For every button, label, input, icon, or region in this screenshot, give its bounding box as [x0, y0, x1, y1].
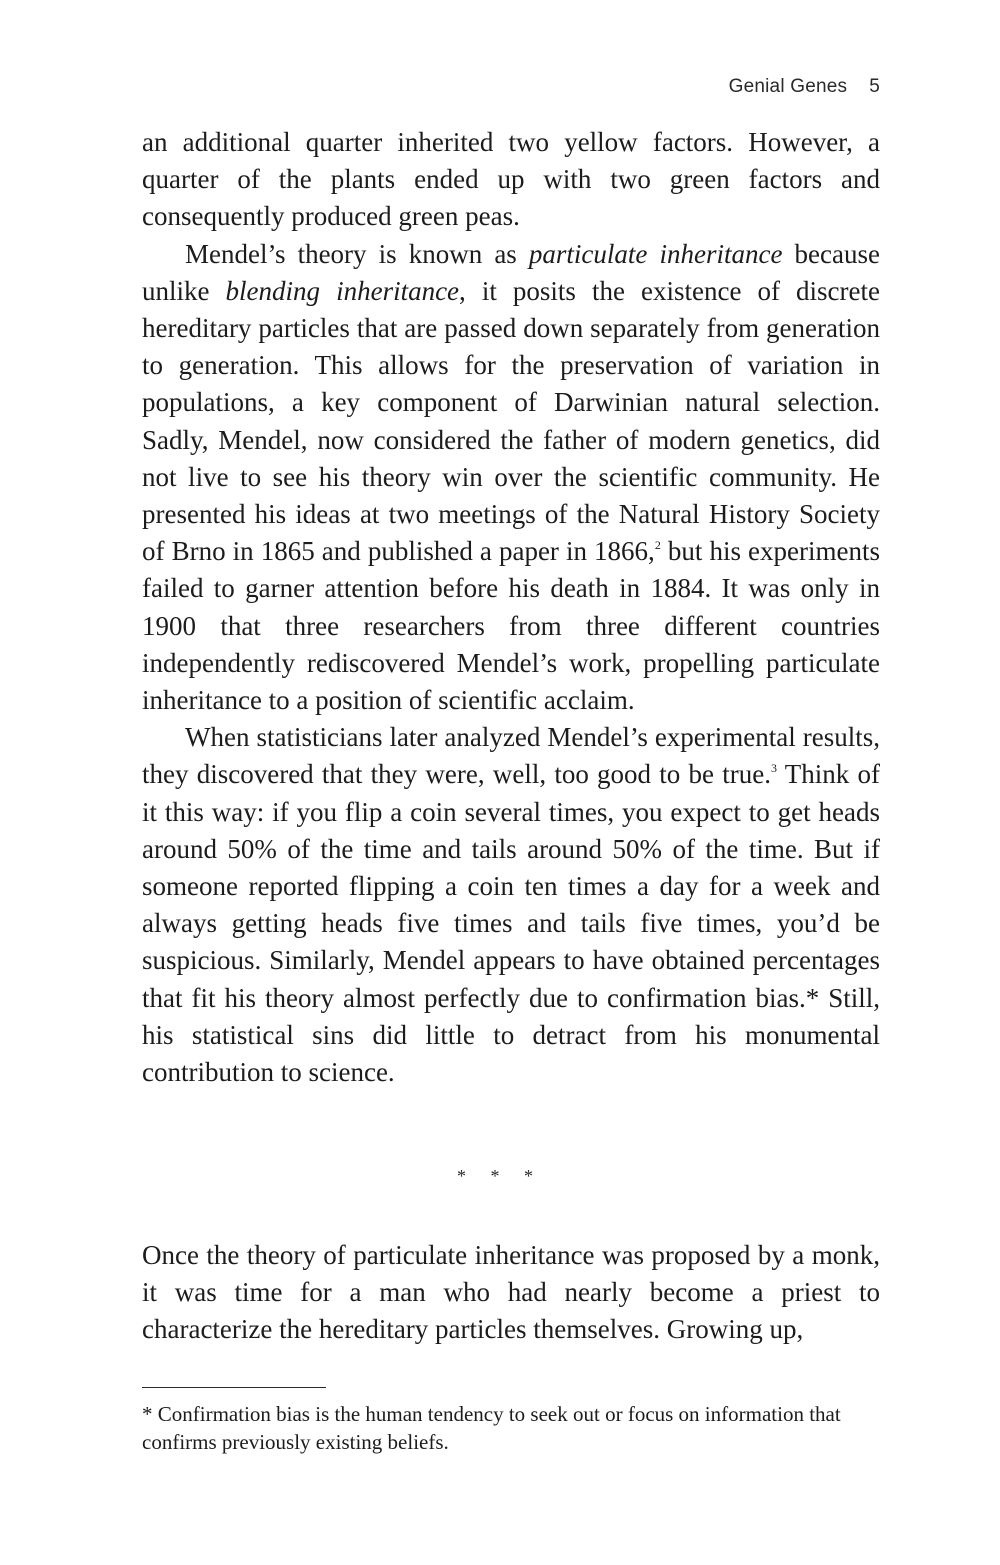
- section-break-ornament: * * *: [457, 1166, 543, 1186]
- running-title: Genial Genes: [728, 76, 848, 97]
- emphasis-term: particulate inheritance: [528, 238, 783, 269]
- text-run: Think of it this way: if you flip a coin several times, you expect to get heads around 50% of the time and tails around 50% of the time. But if someone reported flipping a coin ten times a day for a week and always getting heads five times and tails five times, you’d be suspicious. Similarly, Mendel appears to have obtained percentages that fit his theory almost perfectly due to confirmation bias.* Still, his statistical sins did little to detract from his monumental contribution to science.: [142, 759, 881, 1088]
- footnote: * Confirmation bias is the human tendency to seek out or focus on information that confirms previously existing beliefs.: [142, 1402, 841, 1454]
- footnote-divider: [142, 1387, 326, 1388]
- text-run: , it posits the existence of discrete hereditary particles that are passed down separately from generation to generation. This allows for the preservation of variation in populations, a key component of Darwinian natural selection. Sadly, Mendel, now considered the father of modern genetics, did not live to see his theory win over the scientific community. He presented his ideas at two meetings of the Natural History Society of Brno in 1865 and published a paper in 1866,: [142, 275, 880, 567]
- paragraph-new-section: Once the theory of particulate inheritance was proposed by a monk, it was time for a man who had nearly become a priest to characterize the hereditary particles themselves. Growing up,: [142, 1240, 880, 1345]
- new-section: [142, 1237, 880, 1349]
- paragraph-continuation: an additional quarter inherited two yellow factors. However, a quarter of the plants ended up with two green factors and consequently produced green peas.: [142, 127, 880, 232]
- text-run: but his experiments failed to garner attention before his death in 1884. It was only in 1900 that three researchers from three different countries independently rediscovered Mendel’s work, propelling particulate inheritance to a position of scientific acclaim.: [142, 536, 880, 716]
- endnote-reference: 3: [771, 761, 778, 776]
- paragraph-particulate-inheritance: [142, 236, 880, 720]
- text-run: because unlike: [142, 238, 881, 306]
- running-head: [729, 76, 880, 98]
- paragraph-statisticians: [142, 719, 880, 1091]
- endnote-reference: 2: [654, 538, 661, 553]
- text-run: When statisticians later analyzed Mendel’s experimental results, they discovered that they were, well, too good to be true.: [142, 722, 880, 790]
- emphasis-term: blending inheritance: [225, 275, 460, 306]
- text-run: Mendel’s theory is known as: [185, 238, 529, 269]
- page-number: 5: [869, 76, 880, 97]
- body-text: [142, 124, 880, 1091]
